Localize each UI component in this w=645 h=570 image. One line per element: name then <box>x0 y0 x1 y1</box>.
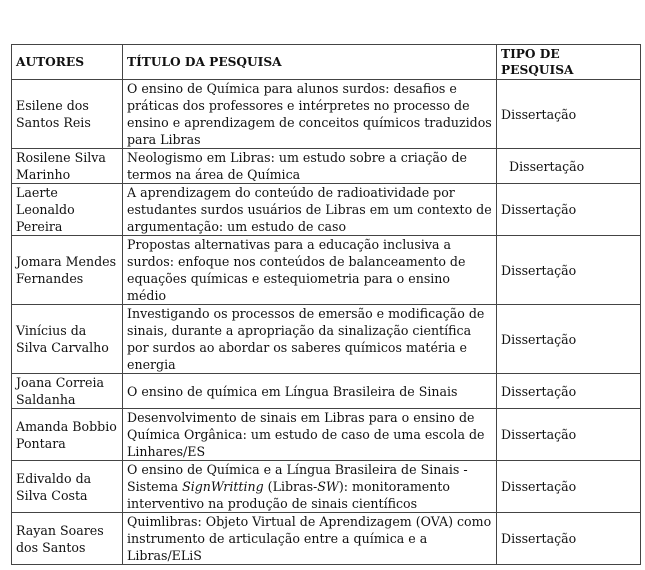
titulo-part: O ensino de Química e a Língua Brasileira de Sinais - Sistema <box>127 462 468 494</box>
table-row <box>12 236 641 305</box>
titulo-cell <box>123 461 497 513</box>
titulo-part: (Libras- <box>263 479 318 494</box>
table-row <box>12 374 641 409</box>
titulo-cell: Quimlibras: Objeto Virtual de Aprendizagem (OVA) como instrumento de articulação entre a química e a Libras/ELiS <box>123 513 497 565</box>
research-table <box>11 44 641 565</box>
titulo-cell: Investigando os processos de emersão e modificação de sinais, durante a apropriação da sinalização científica por surdos ao abordar os saberes químicos matéria e energia <box>123 305 497 374</box>
autor-cell: Rosilene Silva Marinho <box>12 149 123 184</box>
table-row <box>12 513 641 565</box>
tipo-cell: Dissertação <box>497 513 641 565</box>
autor-cell: Amanda Bobbio Pontara <box>12 409 123 461</box>
table-row <box>12 184 641 236</box>
table-row <box>12 149 641 184</box>
titulo-cell: Neologismo em Libras: um estudo sobre a criação de termos na área de Química <box>123 149 497 184</box>
titulo-italic: SW <box>317 479 339 494</box>
titulo-cell: Desenvolvimento de sinais em Libras para o ensino de Química Orgânica: um estudo de caso de uma escola de Linhares/ES <box>123 409 497 461</box>
tipo-cell: Dissertação <box>497 236 641 305</box>
tipo-cell: Dissertação <box>497 80 641 149</box>
titulo-italic: SignWritting <box>182 479 264 494</box>
header-tipo: TIPO DE PESQUISA <box>497 45 641 80</box>
titulo-cell: A aprendizagem do conteúdo de radioatividade por estudantes surdos usuários de Libras em um contexto de argumentação: um estudo de caso <box>123 184 497 236</box>
titulo-cell: O ensino de química em Língua Brasileira de Sinais <box>123 374 497 409</box>
tipo-cell: Dissertação <box>497 461 641 513</box>
titulo-part: ): monitoramento interventivo na produção de sinais científicos <box>127 479 451 511</box>
header-titulo: TÍTULO DA PESQUISA <box>123 45 497 80</box>
autor-cell: Esilene dos Santos Reis <box>12 80 123 149</box>
autor-cell: Laerte Leonaldo Pereira <box>12 184 123 236</box>
autor-cell: Jomara Mendes Fernandes <box>12 236 123 305</box>
tipo-cell: Dissertação <box>497 374 641 409</box>
autor-cell: Rayan Soares dos Santos <box>12 513 123 565</box>
autor-cell: Edivaldo da Silva Costa <box>12 461 123 513</box>
table-row <box>12 409 641 461</box>
tipo-cell: Dissertação <box>497 409 641 461</box>
tipo-cell: Dissertação <box>497 305 641 374</box>
titulo-cell: Propostas alternativas para a educação inclusiva a surdos: enfoque nos conteúdos de balanceamento de equações químicas e estequiometria para o ensino médio <box>123 236 497 305</box>
table-row <box>12 305 641 374</box>
tipo-cell: Dissertação <box>497 184 641 236</box>
titulo-cell: O ensino de Química para alunos surdos: desafios e práticas dos professores e intérpretes no processo de ensino e aprendizagem de conceitos químicos traduzidos para Libras <box>123 80 497 149</box>
table-row <box>12 461 641 513</box>
header-row <box>12 45 641 80</box>
autor-cell: Vinícius da Silva Carvalho <box>12 305 123 374</box>
tipo-cell: Dissertação <box>497 149 641 184</box>
autor-cell: Joana Correia Saldanha <box>12 374 123 409</box>
header-autores: AUTORES <box>12 45 123 80</box>
table-row <box>12 80 641 149</box>
